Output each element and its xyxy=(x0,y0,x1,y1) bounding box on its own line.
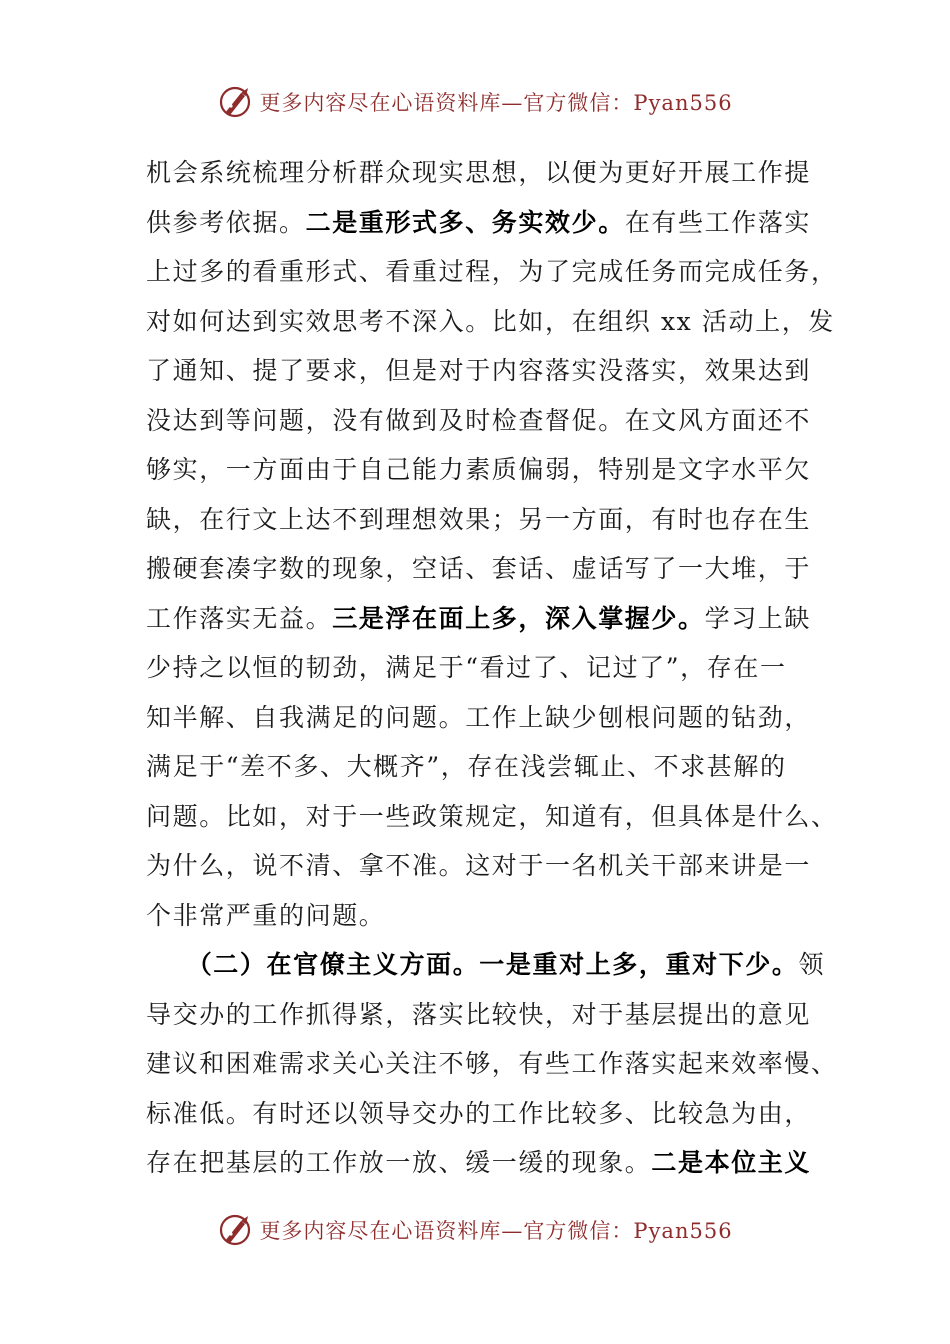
text-line xyxy=(146,1138,812,1188)
text-line xyxy=(146,841,812,891)
text-line xyxy=(146,1039,838,1089)
bold-text-segment: （二）在官僚主义方面。一是重对上多，重对下少。 xyxy=(146,950,799,979)
text-segment: 个非常严重的问题。 xyxy=(146,900,386,930)
text-line xyxy=(146,544,812,594)
text-line xyxy=(146,396,812,446)
text-line xyxy=(146,891,806,941)
text-line xyxy=(146,940,826,990)
text-segment: 对如何达到实效思考不深入。比如，在组织 xx 活动上，发 xyxy=(146,306,835,336)
document-body xyxy=(146,148,838,1188)
text-segment: 问题。比如，对于一些政策规定，知道有，但具体是什么、 xyxy=(146,801,838,831)
text-segment: 建议和困难需求关心关注不够，有些工作落实起来效率慢、 xyxy=(146,1049,838,1078)
bold-text-segment: 二是重形式多、务实效少。 xyxy=(305,207,625,237)
text-segment: 少持之以恒的韧劲，满足于“看过了、记过了”，存在一 xyxy=(146,653,787,682)
text-segment: 了通知、提了要求，但是对于内容落实没落实，效果达到 xyxy=(146,356,812,385)
pen-nib-logo-icon xyxy=(217,1212,253,1248)
watermark-text: 更多内容尽在心语资料库—官方微信：Pyan556 xyxy=(259,91,733,115)
text-segment: 缺，在行文上达不到理想效果；另一方面，有时也存在生 xyxy=(146,504,812,534)
text-segment: 标准低。有时还以领导交办的工作比较多、比较急为由， xyxy=(146,1098,812,1128)
text-segment: 为什么，说不清、拿不准。这对于一名机关干部来讲是一 xyxy=(146,851,812,880)
text-segment: 上过多的看重形式、看重过程，为了完成任务而完成任务， xyxy=(146,257,838,286)
bold-text-segment: 二是本位主义 xyxy=(651,1148,812,1177)
text-line xyxy=(146,247,838,297)
text-line xyxy=(146,742,806,792)
text-line xyxy=(146,643,806,693)
text-line xyxy=(146,297,835,347)
text-line xyxy=(146,148,812,198)
watermark-banner-top xyxy=(0,80,950,124)
text-line xyxy=(146,495,812,545)
bold-text-segment: 三是浮在面上多，深入掌握少。 xyxy=(332,603,705,633)
text-line xyxy=(146,594,812,644)
text-segment: 存在把基层的工作放一放、缓一缓的现象。 xyxy=(146,1148,652,1177)
text-line xyxy=(146,1089,812,1139)
text-segment: 机会系统梳理分析群众现实思想，以便为更好开展工作提 xyxy=(146,158,812,187)
text-line xyxy=(146,693,812,743)
pen-nib-logo-icon xyxy=(217,84,253,120)
text-segment: 知半解、自我满足的问题。工作上缺少刨根问题的钻劲， xyxy=(146,702,812,732)
text-segment: 导交办的工作抓得紧，落实比较快，对于基层提出的意见 xyxy=(146,999,812,1029)
text-segment: 领 xyxy=(798,950,826,979)
text-segment: 供参考依据。 xyxy=(146,207,306,237)
text-segment: 够实，一方面由于自己能力素质偏弱，特别是文字水平欠 xyxy=(146,455,812,484)
text-line xyxy=(146,346,812,396)
text-segment: 学习上缺 xyxy=(704,603,812,633)
text-segment: 在有些工作落实 xyxy=(624,207,812,237)
text-line xyxy=(146,198,812,248)
text-line xyxy=(146,445,812,495)
text-segment: 没达到等问题，没有做到及时检查督促。在文风方面还不 xyxy=(146,405,812,435)
text-line xyxy=(146,792,838,842)
text-segment: 满足于“差不多、大概齐”，存在浅尝辄止、不求甚解的 xyxy=(146,752,787,781)
watermark-banner-bottom xyxy=(0,1208,950,1252)
text-segment: 工作落实无益。 xyxy=(146,603,333,633)
text-line xyxy=(146,990,812,1040)
watermark-text: 更多内容尽在心语资料库—官方微信：Pyan556 xyxy=(259,1219,733,1243)
text-segment: 搬硬套凑字数的现象，空话、套话、虚话写了一大堆，于 xyxy=(146,554,812,583)
